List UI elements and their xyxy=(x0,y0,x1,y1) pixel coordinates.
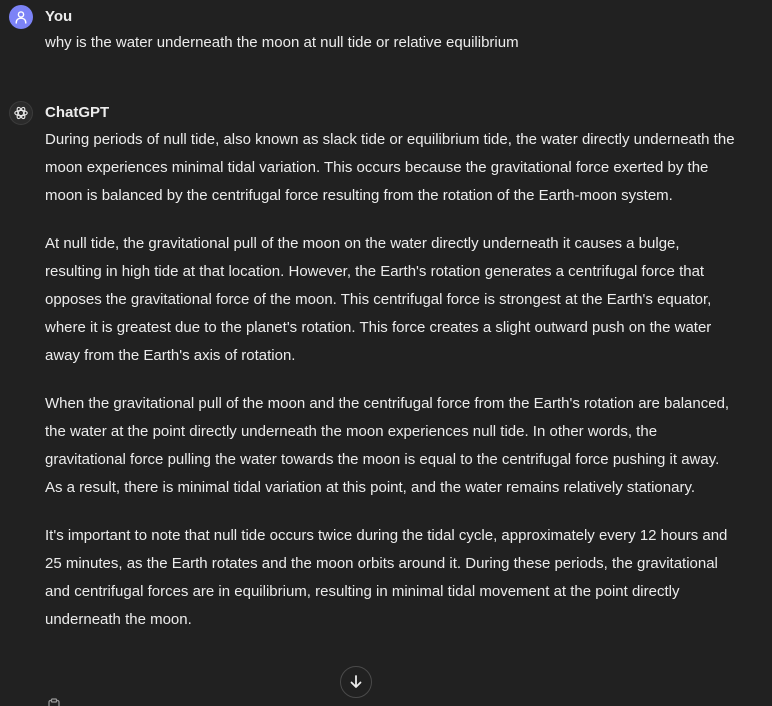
answer-paragraph: During periods of null tide, also known as slack tide or equilibrium tide, the water directly underneath the moon experiences minimal tidal variation. This occurs because the gravitational force exerted by the moon is balanced by the centrifugal force resulting from the rotation of the Earth-moon system. xyxy=(45,131,735,204)
assistant-avatar xyxy=(9,101,33,125)
user-message: why is the water underneath the moon at null tide or relative equilibrium xyxy=(45,34,519,51)
assistant-message xyxy=(45,126,735,654)
copy-button[interactable] xyxy=(46,698,62,706)
clipboard-icon xyxy=(46,698,62,706)
answer-paragraph: When the gravitational pull of the moon and the centrifugal force from the Earth's rotation are balanced, the water at the point directly underneath the moon experiences null tide. In other words, the gravitational force pulling the water towards the moon is equal to the centrifugal force pushing it away. As a result, there is minimal tidal variation at this point, and the water remains relatively stationary. xyxy=(45,395,730,496)
openai-logo-icon xyxy=(13,105,29,121)
answer-paragraph: At null tide, the gravitational pull of the moon on the water directly underneath it causes a bulge, resulting in high tide at that location. However, the Earth's rotation generates a centrifugal force that opposes the gravitational force of the moon. This centrifugal force is strongest at the Earth's equator, where it is greatest due to the planet's rotation. This force creates a slight outward push on the water away from the Earth's axis of rotation. xyxy=(45,235,712,364)
user-avatar xyxy=(9,5,33,29)
user-icon xyxy=(14,10,28,24)
assistant-author-name: ChatGPT xyxy=(45,104,110,121)
answer-paragraph: It's important to note that null tide occurs twice during the tidal cycle, approximately every 12 hours and 25 minutes, as the Earth rotates and the moon orbits around it. During these periods, the gravitational and centrifugal forces are in equilibrium, resulting in minimal tidal movement at the point directly underneath the moon. xyxy=(45,527,728,628)
scroll-to-bottom-button[interactable] xyxy=(340,666,372,698)
arrow-down-icon xyxy=(348,674,364,690)
user-author-name: You xyxy=(45,8,73,25)
